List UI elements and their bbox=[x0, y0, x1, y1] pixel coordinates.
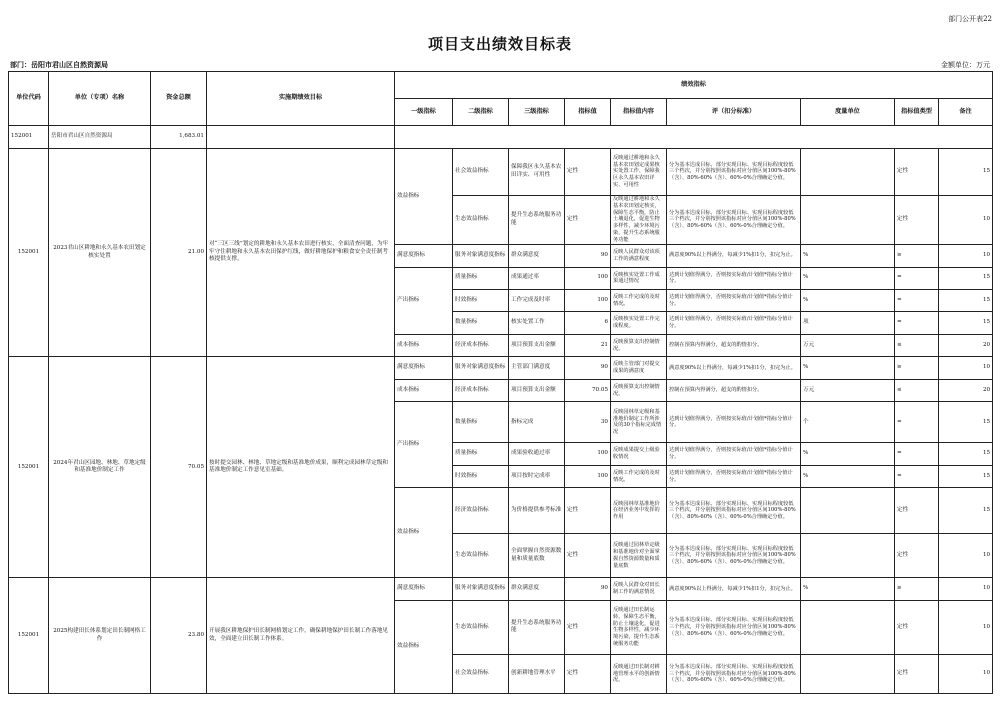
indicator-lvl3: 成果验收通过率 bbox=[509, 443, 565, 465]
indicator-note: 10 bbox=[939, 600, 993, 654]
summary-goal bbox=[207, 126, 395, 148]
project-code: 152001 bbox=[9, 578, 49, 694]
indicator-score: 分为基本达成目标、部分实现目标、实现目标程度较低三个档次，并分别按照该指标对应分值区间100%-80%（含）、80%-60%（含）、60%-0%合理确定分值。 bbox=[667, 600, 801, 654]
indicator-lvl2: 生态效益指标 bbox=[453, 600, 509, 654]
indicator-content: 反映主管部门对提交成果的满意度 bbox=[611, 357, 667, 379]
indicator-lvl3: 群众满意度 bbox=[509, 245, 565, 267]
indicator-content: 反映工作完成的及时情况。 bbox=[611, 290, 667, 312]
indicator-lvl2: 时效指标 bbox=[453, 465, 509, 487]
indicator-type: 定性 bbox=[895, 195, 939, 244]
summary-name: 岳阳市君山区自然资源局 bbox=[49, 126, 151, 148]
header-lvl2: 二级指标 bbox=[453, 98, 509, 126]
indicator-content: 反映成果提交上级验收情况 bbox=[611, 443, 667, 465]
indicator-lvl3: 项目按时完成率 bbox=[509, 465, 565, 487]
indicator-content: 反映人民群众对该项工作的满意程度 bbox=[611, 245, 667, 267]
indicator-value: 21 bbox=[565, 334, 611, 356]
indicator-note: 10 bbox=[939, 654, 993, 693]
indicator-value: 定性 bbox=[565, 148, 611, 195]
header-lvl1: 一级指标 bbox=[395, 98, 453, 126]
header-code: 单位代码 bbox=[9, 72, 49, 126]
project-code: 152001 bbox=[9, 148, 49, 357]
indicator-value: 定性 bbox=[565, 488, 611, 534]
indicator-type: ≥ bbox=[895, 578, 939, 600]
indicator-measure: % bbox=[801, 578, 895, 600]
indicator-score: 达到计划值得满分，否则按实际值/计划值*指标分值计分。 bbox=[667, 290, 801, 312]
project-goal: 按时提交园林、林地、草地定级和基准地价成果，顺利完成园林草定级和基准地价制定工作意见室基础。 bbox=[207, 357, 395, 578]
indicator-score: 达到计划值得满分，否则按实际值/计划值*指标分值计分。 bbox=[667, 312, 801, 334]
indicator-lvl2: 服务对象满意度指标 bbox=[453, 245, 509, 267]
indicator-note: 10 bbox=[939, 195, 993, 244]
indicator-value: 90 bbox=[565, 357, 611, 379]
indicator-lvl1: 满意度指标 bbox=[395, 357, 453, 379]
indicator-note: 10 bbox=[939, 578, 993, 600]
indicator-lvl2: 服务对象满意度指标 bbox=[453, 357, 509, 379]
indicator-type: ≤ bbox=[895, 379, 939, 401]
indicator-lvl1: 成本指标 bbox=[395, 379, 453, 401]
indicator-measure bbox=[801, 195, 895, 244]
indicator-type: 定性 bbox=[895, 488, 939, 534]
indicator-score: 达到计划值得满分，否则按实际值/计划值*指标分值计分。 bbox=[667, 465, 801, 487]
indicator-type: = bbox=[895, 267, 939, 289]
indicator-value: 90 bbox=[565, 578, 611, 600]
indicator-lvl3: 工作完成及时率 bbox=[509, 290, 565, 312]
indicator-measure: % bbox=[801, 267, 895, 289]
indicator-content: 反映通过田长制对耕地管理水平的创新情况。 bbox=[611, 654, 667, 693]
indicator-content: 反映园林草基准地价在经济业务中发挥的作用 bbox=[611, 488, 667, 534]
indicator-value: 定性 bbox=[565, 195, 611, 244]
indicator-lvl2: 质量指标 bbox=[453, 267, 509, 289]
indicator-note: 10 bbox=[939, 534, 993, 578]
indicator-measure: % bbox=[801, 357, 895, 379]
header-value: 指标值 bbox=[565, 98, 611, 126]
indicator-value: 90 bbox=[565, 245, 611, 267]
indicator-value: 100 bbox=[565, 465, 611, 487]
header-name: 单位（专项）名称 bbox=[49, 72, 151, 126]
indicator-type: 定性 bbox=[895, 534, 939, 578]
indicator-lvl3: 成果通过率 bbox=[509, 267, 565, 289]
header-type: 指标值类型 bbox=[895, 98, 939, 126]
indicator-lvl1: 效益指标 bbox=[395, 600, 453, 693]
project-goal: 对“三区三线”划定的耕地和永久基本农田进行核实，全面清查问题，为牢牢守住耕地和永久基本农田保护红线，做好耕地保护和粮食安全责任制考核提供支撑。 bbox=[207, 148, 395, 357]
indicator-type: 定性 bbox=[895, 148, 939, 195]
indicator-content: 反映通过田长制运转，保障生态平衡，防止土壤退化，促进生物多样性，减少环境污染，提升生态系统服务功能 bbox=[611, 600, 667, 654]
header-content: 指标值内容 bbox=[611, 98, 667, 126]
indicator-value: 6 bbox=[565, 312, 611, 334]
amount-unit-label: 金额单位：万元 bbox=[941, 61, 990, 69]
header-indicators: 绩效指标 bbox=[395, 72, 993, 99]
indicator-score: 分为基本达成目标、部分实现目标、实现目标程度较低三个档次，并分别按照该指标对应分值区间100%-80%（含）、80%-60%（含）、60%-0%合理确定分值。 bbox=[667, 534, 801, 578]
indicator-lvl1: 满意度指标 bbox=[395, 578, 453, 600]
indicator-type: = bbox=[895, 402, 939, 443]
indicator-note: 15 bbox=[939, 148, 993, 195]
indicator-lvl2: 时效指标 bbox=[453, 290, 509, 312]
indicator-note: 15 bbox=[939, 488, 993, 534]
indicator-measure: % bbox=[801, 290, 895, 312]
indicator-lvl3: 核实处置工作 bbox=[509, 312, 565, 334]
indicator-lvl3: 全面掌握自然资源数量和质量底数 bbox=[509, 534, 565, 578]
table-row bbox=[9, 148, 993, 195]
summary-code: 152001 bbox=[9, 126, 49, 148]
indicator-lvl3: 主管部门满意度 bbox=[509, 357, 565, 379]
indicator-score: 达到计划值得满分，否则按实际值/计划值*指标分值计分。 bbox=[667, 402, 801, 443]
indicator-lvl3: 保障我区永久基本农田详实、可用性 bbox=[509, 148, 565, 195]
indicator-measure: 万元 bbox=[801, 379, 895, 401]
indicator-type: = bbox=[895, 312, 939, 334]
indicator-measure: 个 bbox=[801, 402, 895, 443]
indicator-note: 15 bbox=[939, 267, 993, 289]
indicator-score: 满意度90%以上得满分，每减少1%扣1分，扣完为止。 bbox=[667, 357, 801, 379]
indicator-value: 70.05 bbox=[565, 379, 611, 401]
performance-table bbox=[8, 71, 993, 694]
header-note: 备注 bbox=[939, 98, 993, 126]
project-code: 152001 bbox=[9, 357, 49, 578]
indicator-score: 分为基本达成目标、部分实现目标、实现目标程度较低三个档次，并分别按照该指标对应分值区间100%-80%（含）、80%-60%（含）、60%-0%合理确定分值。 bbox=[667, 488, 801, 534]
indicator-value: 定性 bbox=[565, 654, 611, 693]
indicator-lvl2: 经济成本指标 bbox=[453, 334, 509, 356]
indicator-score: 满意度90%以上得满分，每减少1%扣1分，扣完为止。 bbox=[667, 245, 801, 267]
indicator-content: 反映核实处置工作完成程度。 bbox=[611, 312, 667, 334]
indicator-type: 定性 bbox=[895, 654, 939, 693]
indicator-lvl1: 效益指标 bbox=[395, 488, 453, 578]
indicator-note: 15 bbox=[939, 402, 993, 443]
indicator-content: 反映人民群众对田长制工作的满意情况 bbox=[611, 578, 667, 600]
header-goal: 实施期绩效目标 bbox=[207, 72, 395, 126]
indicator-lvl3: 指标完成 bbox=[509, 402, 565, 443]
header-measure: 度量单位 bbox=[801, 98, 895, 126]
indicator-content: 反映核实处置工作成果通过情况 bbox=[611, 267, 667, 289]
indicator-score: 满意度90%以上得满分，每减少1%扣1分，扣完为止。 bbox=[667, 578, 801, 600]
indicator-content: 反映园林草定级和基准地价制定工作所涉及的30个指标完成情况 bbox=[611, 402, 667, 443]
indicator-lvl2: 社会效益指标 bbox=[453, 654, 509, 693]
indicator-value: 100 bbox=[565, 290, 611, 312]
indicator-lvl2: 数量指标 bbox=[453, 312, 509, 334]
indicator-measure: 项 bbox=[801, 312, 895, 334]
page-title: 项目支出绩效目标表 bbox=[427, 35, 572, 53]
header-score: 评（扣分标准） bbox=[667, 98, 801, 126]
indicator-lvl3: 提升生态系统服务功能 bbox=[509, 600, 565, 654]
indicator-type: 定性 bbox=[895, 600, 939, 654]
indicator-note: 10 bbox=[939, 245, 993, 267]
indicator-note: 15 bbox=[939, 465, 993, 487]
indicator-type: = bbox=[895, 443, 939, 465]
project-amount: 21.00 bbox=[151, 148, 207, 357]
indicator-type: = bbox=[895, 465, 939, 487]
page-number: 部门公开表22 bbox=[948, 15, 992, 23]
indicator-content: 反映通过耕地和永久基本农田划定核实，保障生态平衡，防止土壤退化，促进生物多样性，减少环境污染，提升生态系统服务功能 bbox=[611, 195, 667, 244]
indicator-lvl1: 效益指标 bbox=[395, 148, 453, 244]
indicator-value: 定性 bbox=[565, 600, 611, 654]
indicator-content: 反映预算支出控制情况。 bbox=[611, 379, 667, 401]
indicator-content: 反映通过园林草定级和基准地价对全面掌握自然资源数量和质量底数 bbox=[611, 534, 667, 578]
indicator-value: 100 bbox=[565, 443, 611, 465]
indicator-note: 15 bbox=[939, 443, 993, 465]
indicator-note: 10 bbox=[939, 357, 993, 379]
summary-row bbox=[9, 126, 993, 148]
indicator-note: 15 bbox=[939, 312, 993, 334]
indicator-value: 100 bbox=[565, 267, 611, 289]
indicator-type: = bbox=[895, 290, 939, 312]
indicator-measure: 万元 bbox=[801, 334, 895, 356]
indicator-lvl1: 产出指标 bbox=[395, 267, 453, 334]
indicator-type: ≥ bbox=[895, 357, 939, 379]
project-name: 2025构建田长体系划定田长制网格工作 bbox=[49, 578, 151, 694]
indicator-lvl3: 创新耕地管理水平 bbox=[509, 654, 565, 693]
project-amount: 23.80 bbox=[151, 578, 207, 694]
indicator-measure bbox=[801, 534, 895, 578]
indicator-lvl3: 为价格提供参考标准 bbox=[509, 488, 565, 534]
indicator-value: 30 bbox=[565, 402, 611, 443]
indicator-content: 反映通过耕地和永久基本农田划定成果核实处置工作，保障我区永久基本农田详实、可用性 bbox=[611, 148, 667, 195]
header-lvl3: 三级指标 bbox=[509, 98, 565, 126]
indicator-measure bbox=[801, 600, 895, 654]
indicator-measure bbox=[801, 654, 895, 693]
indicator-score: 控制在预算内得满分，超支的酌情扣分。 bbox=[667, 334, 801, 356]
indicator-lvl2: 经济成本指标 bbox=[453, 379, 509, 401]
project-goal: 开展我区耕地保护田长制网格划定工作，确保耕地保护田长制工作落地见效，全面建立田长制工作体系。 bbox=[207, 578, 395, 694]
indicator-type: ≥ bbox=[895, 245, 939, 267]
indicator-lvl1: 产出指标 bbox=[395, 402, 453, 488]
indicator-lvl2: 经济效益指标 bbox=[453, 488, 509, 534]
department-label: 部门：岳阳市君山区自然资源局 bbox=[10, 60, 108, 69]
project-name: 2023君山区耕地和永久基本农田划定核实处置 bbox=[49, 148, 151, 357]
indicator-content: 反映预算支出控制情况。 bbox=[611, 334, 667, 356]
indicator-content: 反映工作完成的及时情况。 bbox=[611, 465, 667, 487]
indicator-lvl2: 服务对象满意度指标 bbox=[453, 578, 509, 600]
indicator-lvl3: 提升生态系统服务功能 bbox=[509, 195, 565, 244]
table-row bbox=[9, 578, 993, 600]
indicator-lvl2: 数量指标 bbox=[453, 402, 509, 443]
header-amount: 资金总额 bbox=[151, 72, 207, 126]
indicator-score: 达到计划值得满分，否则按实际值/计划值*指标分值计分。 bbox=[667, 267, 801, 289]
indicator-lvl2: 质量指标 bbox=[453, 443, 509, 465]
indicator-lvl1: 满意度指标 bbox=[395, 245, 453, 267]
project-name: 2024年君山区园地、林地、草地定级和基准地价制定工作 bbox=[49, 357, 151, 578]
indicator-measure: % bbox=[801, 443, 895, 465]
indicator-score: 达到计划值得满分，否则按实际值/计划值*指标分值计分。 bbox=[667, 443, 801, 465]
indicator-lvl2: 生态效益指标 bbox=[453, 534, 509, 578]
table-row bbox=[9, 357, 993, 379]
indicator-note: 15 bbox=[939, 290, 993, 312]
indicator-type: ≤ bbox=[895, 334, 939, 356]
indicator-lvl1: 成本指标 bbox=[395, 334, 453, 356]
project-amount: 70.05 bbox=[151, 357, 207, 578]
indicator-score: 控制在预算内得满分，超支的酌情扣分。 bbox=[667, 379, 801, 401]
summary-amount: 1,683.01 bbox=[151, 126, 207, 148]
indicator-note: 20 bbox=[939, 334, 993, 356]
indicator-score: 分为基本达成目标、部分实现目标、实现目标程度较低三个档次，并分别按照该指标对应分值区间100%-80%（含）、80%-60%（含）、60%-0%合理确定分值。 bbox=[667, 654, 801, 693]
indicator-lvl3: 群众满意度 bbox=[509, 578, 565, 600]
indicator-measure: % bbox=[801, 245, 895, 267]
indicator-score: 分为基本达成目标、部分实现目标、实现目标程度较低三个档次，并分别按照该指标对应分值区间100%-80%（含）、80%-60%（含）、60%-0%合理确定分值。 bbox=[667, 195, 801, 244]
indicator-lvl3: 项目预算支出金额 bbox=[509, 334, 565, 356]
indicator-score: 分为基本达成目标、部分实现目标、实现目标程度较低三个档次，并分别按照该指标对应分值区间100%-80%（含）、80%-60%（含）、60%-0%合理确定分值。 bbox=[667, 148, 801, 195]
indicator-measure: % bbox=[801, 465, 895, 487]
indicator-lvl2: 生态效益指标 bbox=[453, 195, 509, 244]
indicator-lvl3: 项目预算支出金额 bbox=[509, 379, 565, 401]
indicator-measure bbox=[801, 148, 895, 195]
indicator-measure bbox=[801, 488, 895, 534]
summary-empty bbox=[395, 126, 993, 148]
indicator-note: 20 bbox=[939, 379, 993, 401]
indicator-lvl2: 社会效益指标 bbox=[453, 148, 509, 195]
indicator-value: 定性 bbox=[565, 534, 611, 578]
header-row-1 bbox=[9, 72, 993, 99]
